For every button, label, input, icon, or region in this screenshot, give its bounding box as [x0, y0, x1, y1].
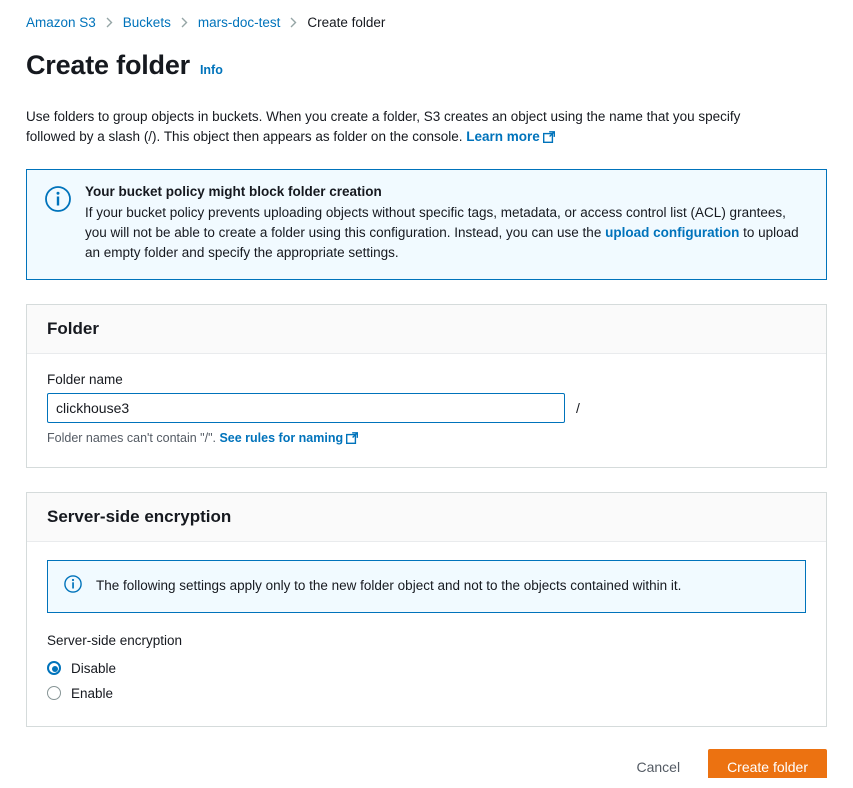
cancel-button[interactable]: Cancel: [622, 751, 694, 783]
page-description-text: Use folders to group objects in buckets. When you create a folder, S3 creates an object using the name that you specify followed by a slash (/). This object then appears as folder on the console.: [26, 108, 741, 144]
radio-enable[interactable]: [47, 686, 61, 700]
encryption-card-title: Server-side encryption: [47, 506, 232, 526]
encryption-option-enable-label: Enable: [71, 685, 114, 701]
breadcrumb-separator-icon: [106, 17, 113, 28]
encryption-card-body: [27, 542, 826, 726]
alert-text: [85, 203, 810, 263]
folder-name-row: [47, 393, 806, 423]
learn-more-link[interactable]: Learn more: [466, 128, 540, 144]
encryption-info-text: The following settings apply only to the new folder object and not to the objects contained within it.: [96, 578, 682, 593]
breadcrumb-item-amazon-s3[interactable]: Amazon S3: [26, 14, 96, 30]
external-link-icon: [346, 432, 358, 447]
alert-text-part1: If your bucket policy prevents uploading objects without specific tags, metadata, or access control list (ACL) grantees, you will not be able to create a folder using this configuration. Instead, you can use the: [85, 204, 786, 240]
encryption-option-disable-label: Disable: [71, 660, 117, 676]
page-description: [0, 95, 800, 149]
info-circle-icon: [64, 575, 82, 598]
alert-body: [85, 184, 810, 263]
encryption-radio-group-label: Server-side encryption: [47, 632, 183, 648]
folder-name-hint: [47, 431, 806, 447]
folder-name-suffix: /: [576, 399, 580, 416]
encryption-option-enable[interactable]: [47, 681, 806, 706]
folder-card-header: [27, 305, 826, 354]
external-link-icon: [543, 129, 555, 149]
naming-rules-link[interactable]: See rules for naming: [219, 430, 344, 445]
breadcrumb: [0, 0, 853, 34]
radio-disable[interactable]: [47, 661, 61, 675]
breadcrumb-separator-icon: [290, 17, 297, 28]
info-link[interactable]: Info: [199, 63, 223, 77]
encryption-card: [26, 492, 827, 727]
folder-name-label: Folder name: [47, 371, 123, 387]
encryption-card-header: [27, 493, 826, 542]
folder-name-input[interactable]: [47, 393, 565, 423]
page-title: Create folder: [26, 50, 190, 80]
breadcrumb-item-bucket-name[interactable]: mars-doc-test: [197, 14, 281, 30]
folder-card: [26, 304, 827, 468]
page-header: [0, 34, 853, 81]
alert-title: Your bucket policy might block folder creation: [85, 183, 382, 199]
encryption-info-box: [47, 560, 806, 613]
bucket-policy-alert: [26, 169, 827, 280]
encryption-option-disable[interactable]: [47, 656, 806, 681]
folder-name-hint-text: Folder names can't contain "/".: [47, 430, 216, 445]
info-circle-icon: [45, 186, 71, 217]
upload-configuration-link[interactable]: upload configuration: [605, 224, 740, 240]
breadcrumb-separator-icon: [181, 17, 188, 28]
breadcrumb-item-buckets[interactable]: Buckets: [122, 14, 171, 30]
folder-card-body: [27, 354, 826, 467]
alert-text-part2: to upload an empty folder and specify the appropriate settings.: [85, 224, 799, 260]
create-folder-button[interactable]: Create folder: [708, 749, 827, 785]
folder-card-title: Folder: [47, 318, 99, 338]
bottom-strip: [0, 778, 853, 788]
breadcrumb-item-current: Create folder: [307, 14, 386, 30]
